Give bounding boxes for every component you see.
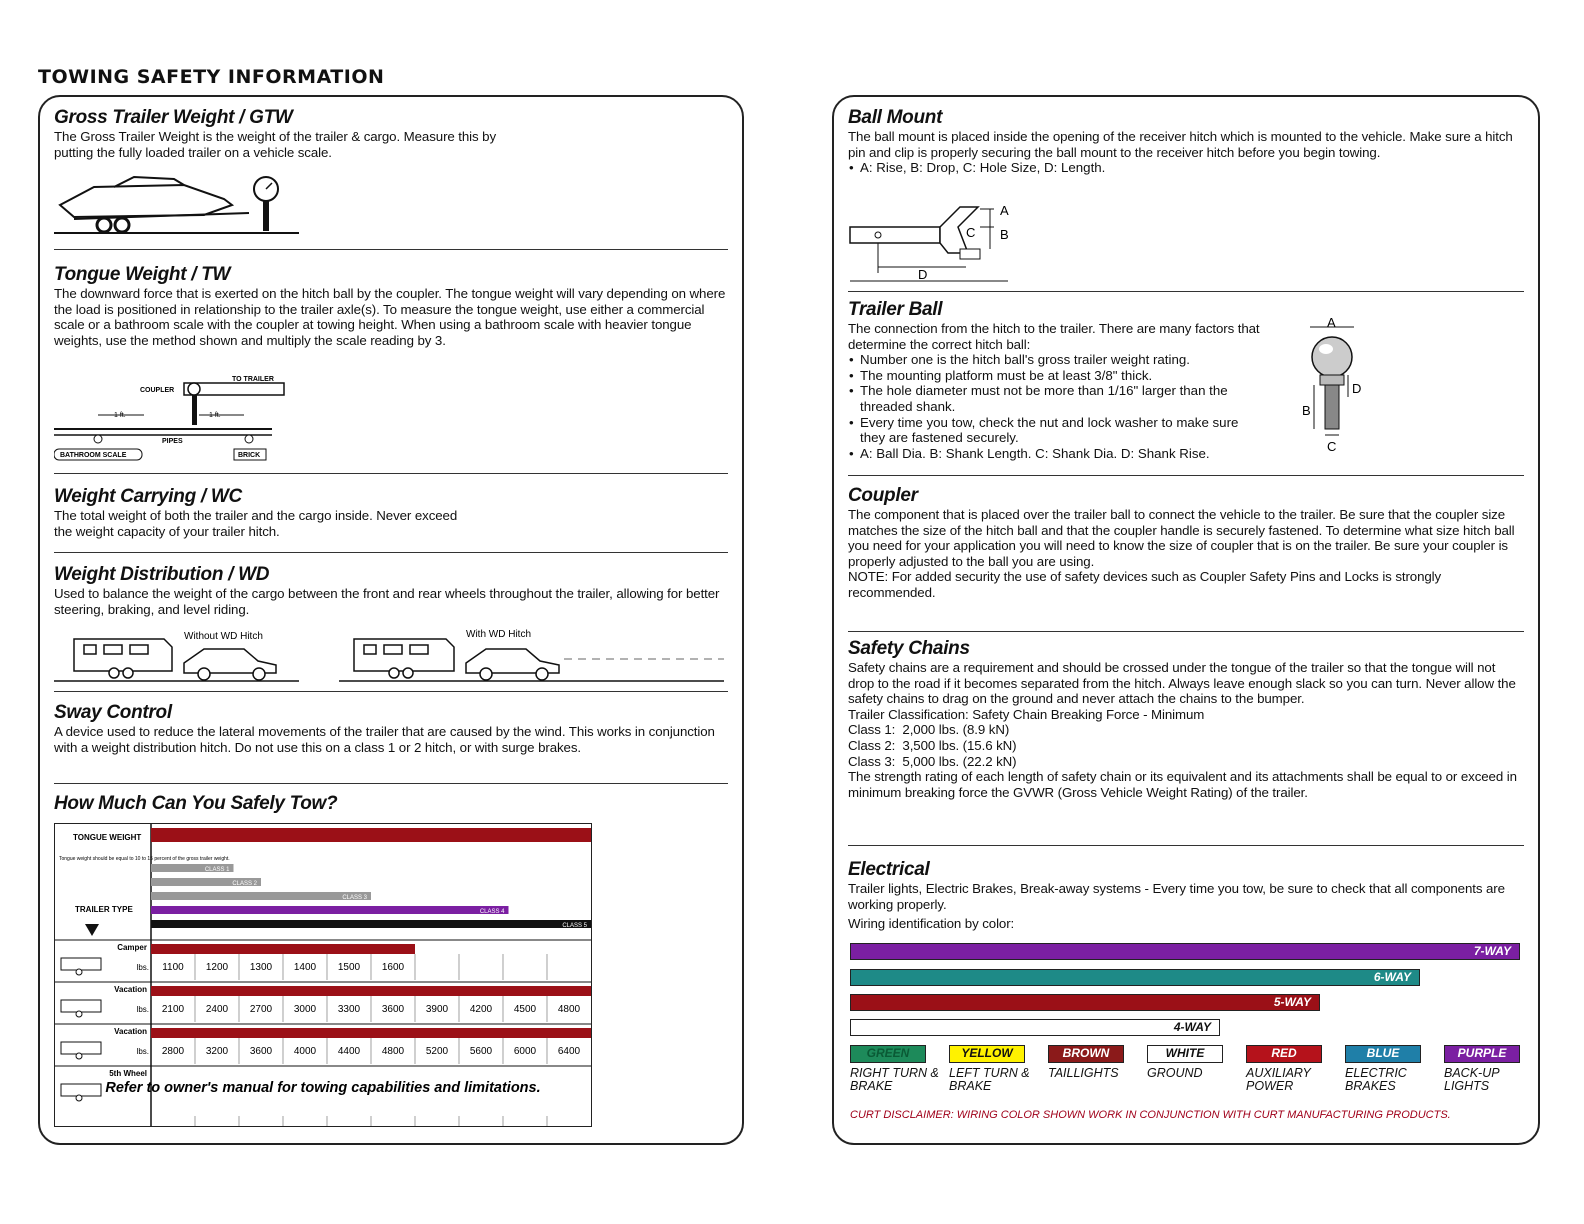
tw-scale-label: BATHROOM SCALE <box>60 452 127 459</box>
tongue-weight-label: TONGUE WEIGHT <box>73 833 142 842</box>
wc-body: The total weight of both the trailer and the cargo inside. Never exceed the weight capacity of your trailer hitch. <box>54 508 458 539</box>
coupler-section <box>848 485 1524 601</box>
gtw-value: 1400 <box>293 962 317 973</box>
wire-swatch-blue: BLUE <box>1345 1045 1421 1063</box>
wire-swatch-purple: PURPLE <box>1444 1045 1520 1063</box>
tw-body: The downward force that is exerted on the hitch ball by the coupler. The tongue weight will vary depending on where the load is positioned in relationship to the trailer axle(s). To measure the tongue weight, use either a commercial scale or a bathroom scale with the coupler at towing height. When using a bathroom scale with heavier tongue weights, use the method shown and multiply the scale reading by 3. <box>54 286 726 348</box>
unit-label: lbs. <box>136 963 149 972</box>
sway-section <box>54 702 728 755</box>
right-panel <box>832 95 1540 1145</box>
wd-illustration <box>54 627 734 685</box>
gtw-title: Gross Trailer Weight / GTW <box>54 107 293 128</box>
trailer-ball-bullet: • Every time you tow, check the nut and lock washer to make sure they are fastened securely. <box>860 415 1260 446</box>
gtw-value: 2400 <box>205 1004 229 1015</box>
trailer-ball-label-c: C <box>1327 439 1337 454</box>
class-bar <box>151 920 591 928</box>
wire-swatch-green: GREEN <box>850 1045 926 1063</box>
sway-title: Sway Control <box>54 702 172 723</box>
ball-mount-diagram <box>848 201 1038 283</box>
wd-body: Used to balance the weight of the cargo between the front and rear wheels throughout the trailer, allowing for better steering, braking, and level riding. <box>54 586 720 617</box>
page-title: TOWING SAFETY INFORMATION <box>38 66 385 88</box>
class-bar-label: CLASS 2 <box>232 881 257 887</box>
ball-mount-title: Ball Mount <box>848 107 943 128</box>
wire-function-red: AUXILIARY POWER <box>1246 1066 1311 1093</box>
gtw-illustration <box>54 175 304 237</box>
wire-bar-6-way: 6-WAY <box>850 969 1420 986</box>
gtw-value: 5200 <box>425 1046 449 1057</box>
wire-bar-7-way: 7-WAY <box>850 943 1520 960</box>
trailer-icon <box>61 1042 101 1054</box>
electrical-section <box>848 859 1524 932</box>
tw-to-trailer-label: TO TRAILER <box>232 376 274 383</box>
trailer-ball-label-b: B <box>1302 403 1311 418</box>
chain-class-3: Class 3: 5,000 lbs. (22.2 kN) <box>848 753 1017 769</box>
tw-ft2-label: 1 ft. <box>209 412 221 419</box>
gtw-value: 3300 <box>337 1004 361 1015</box>
ball-mount-body: The ball mount is placed inside the opening of the receiver hitch which is mounted to the vehicle. Make sure a hitch pin and clip is properly securing the ball mount to the receiver hitch before you begin towing. <box>848 129 1513 160</box>
chain-class-2: Class 2: 3,500 lbs. (15.6 kN) <box>848 737 1017 753</box>
electrical-title: Electrical <box>848 859 930 880</box>
trailer-type-name: 5th Wheel <box>109 1069 147 1078</box>
gtw-value: 5600 <box>469 1046 493 1057</box>
tongue-weight-note: Tongue weight should be equal to 10 to 15 percent of the gross trailer weight. <box>59 856 230 862</box>
wc-section <box>54 486 728 539</box>
gtw-value: 1200 <box>205 962 229 973</box>
wire-bar-5-way: 5-WAY <box>850 994 1320 1011</box>
tw-coupler-label: COUPLER <box>140 387 175 394</box>
gtw-value: 2100 <box>161 1004 185 1015</box>
ball-mount-bullet: • A: Rise, B: Drop, C: Hole Size, D: Length. <box>860 160 1524 176</box>
gtw-value: 4200 <box>469 1004 493 1015</box>
class-bar-label: CLASS 4 <box>479 909 505 915</box>
gtw-value: 1300 <box>249 962 273 973</box>
tongue-weight-band <box>151 828 591 842</box>
wiring-label: Wiring identification by color: <box>848 916 1015 932</box>
trailer-ball-bullet: • A: Ball Dia. B: Shank Length. C: Shank Dia. D: Shank Rise. <box>860 446 1290 462</box>
trailer-ball-title: Trailer Ball <box>848 299 943 320</box>
trailer-icon-wheel <box>76 1011 82 1017</box>
tw-diagram <box>54 373 314 465</box>
chain-class-1: Class 1: 2,000 lbs. (8.9 kN) <box>848 722 1010 738</box>
wire-function-brown: TAILLIGHTS <box>1048 1066 1119 1080</box>
gtw-value: 4400 <box>337 1046 361 1057</box>
sway-body: A device used to reduce the lateral movements of the trailer that are caused by the wind. This works in conjunction with a weight distribution hitch. Do not use this on a class 1 or 2 hitch, or with surge brakes. <box>54 724 715 755</box>
coupler-body: The component that is placed over the trailer ball to connect the vehicle to the trailer. Be sure that the coupler size matches the size of the hitch ball and that the coupler handle is securely fastened. To determine what size hitch ball you need for your application you will need to know the size of coupler that is on the trailer. Be sure your coupler is properly adjusted to the ball you are using. <box>848 507 1515 569</box>
trailer-ball-bullet: • Number one is the hitch ball's gross trailer weight rating. <box>860 352 1290 368</box>
rv-trailer-without-wd <box>74 639 276 680</box>
gtw-value: 1600 <box>381 962 405 973</box>
trailer-wheel <box>97 218 111 232</box>
trailer-type-name: Vacation <box>114 1027 147 1036</box>
gtw-value: 4000 <box>293 1046 317 1057</box>
trailer-icon-wheel <box>76 1053 82 1059</box>
wire-swatch-yellow: YELLOW <box>949 1045 1025 1063</box>
trailer-icon <box>61 1000 101 1012</box>
tow-title: How Much Can You Safely Tow? <box>54 793 338 814</box>
electrical-body: Trailer lights, Electric Brakes, Break-away systems - Every time you tow, be sure to check that all components are working properly. <box>848 881 1505 912</box>
curt-disclaimer: CURT DISCLAIMER: WIRING COLOR SHOWN WORK IN CONJUNCTION WITH CURT MANUFACTURING PRODUCTS. <box>850 1109 1451 1121</box>
gtw-value: 3000 <box>293 1004 317 1015</box>
chain-footer: The strength rating of each length of safety chain or its equivalent and its attachments shall be equal to or exceed in minimum breaking force the GVWR (Gross Vehicle Weight Rating) of the trailer. <box>848 769 1517 800</box>
trailer-type-label: TRAILER TYPE <box>75 905 133 914</box>
unit-label: lbs. <box>136 1047 149 1056</box>
tw-pipes-label: PIPES <box>162 438 183 445</box>
trailer-ball-section <box>848 299 1524 461</box>
unit-label: lbs. <box>136 1005 149 1014</box>
wire-function-yellow: LEFT TURN & BRAKE <box>949 1066 1030 1093</box>
gtw-value: 1500 <box>337 962 361 973</box>
class-bar <box>151 892 371 900</box>
safety-chains-section <box>848 638 1524 800</box>
class-bar-label: CLASS 5 <box>562 923 587 929</box>
trailer-ball-bullet: • The mounting platform must be at least 3/8" thick. <box>860 368 1290 384</box>
wire-function-purple: BACK-UP LIGHTS <box>1444 1066 1500 1093</box>
tow-capacity-table <box>54 823 592 1127</box>
wc-title: Weight Carrying / WC <box>54 486 242 507</box>
tongue-band <box>151 944 415 954</box>
tongue-band <box>151 986 591 996</box>
ball-mount-label-a: A <box>1000 203 1009 218</box>
boat-hull <box>60 185 232 217</box>
left-panel <box>38 95 744 1145</box>
coupler-note: NOTE: For added security the use of safety devices such as Coupler Safety Pins and Locks is strongly recommended. <box>848 569 1442 600</box>
trailer-icon-wheel <box>76 969 82 975</box>
safety-chains-title: Safety Chains <box>848 638 970 659</box>
gtw-value: 4800 <box>381 1046 405 1057</box>
class-bar <box>151 906 509 914</box>
trailer-type-name: Vacation <box>114 985 147 994</box>
trailer-icon-wheel <box>76 1095 82 1101</box>
gtw-section <box>54 107 728 160</box>
trailer-ball-diagram <box>1298 317 1368 463</box>
safety-chains-body: Safety chains are a requirement and should be crossed under the tongue of the trailer so that the tongue will not drop to the road if it becomes separated from the hitch. Always leave enough slack so you can turn. Never allow the safety chains to drag on the ground and never attach the chains to the bumper. <box>848 660 1516 707</box>
gtw-value: 3900 <box>425 1004 449 1015</box>
gtw-value: 3600 <box>381 1004 405 1015</box>
trailer-type-name: Camper <box>117 943 147 952</box>
tow-section <box>54 793 728 815</box>
trailer-icon <box>61 1084 101 1096</box>
tow-capacity-graphic <box>55 824 591 1126</box>
trailer-ball-bullet: • The hole diameter must not be more than 1/16" larger than the threaded shank. <box>860 383 1260 414</box>
wd-section <box>54 564 728 617</box>
wire-swatch-red: RED <box>1246 1045 1322 1063</box>
gtw-value: 3600 <box>249 1046 273 1057</box>
ball-mount-label-d: D <box>918 267 928 282</box>
down-arrow-icon <box>85 924 99 936</box>
trailer-ball-label-d: D <box>1352 381 1362 396</box>
refer-note: Refer to owner's manual for towing capabilities and limitations. <box>105 1080 541 1096</box>
tongue-band <box>151 1028 591 1038</box>
chain-classification: Trailer Classification: Safety Chain Breaking Force - Minimum <box>848 706 1205 722</box>
ball-mount-section <box>848 107 1524 176</box>
tw-ft1-label: 1 ft. <box>114 412 126 419</box>
gtw-value: 2700 <box>249 1004 273 1015</box>
wire-swatch-white: WHITE <box>1147 1045 1223 1063</box>
tw-title: Tongue Weight / TW <box>54 264 231 285</box>
trailer-ball-body: The connection from the hitch to the trailer. There are many factors that determine the correct hitch ball: <box>848 321 1260 352</box>
gtw-value: 4800 <box>557 1004 581 1015</box>
class-bar-label: CLASS 3 <box>342 895 367 901</box>
wire-function-white: GROUND <box>1147 1066 1203 1080</box>
gtw-value: 2800 <box>161 1046 185 1057</box>
trailer-ball-label-a: A <box>1327 317 1336 330</box>
gtw-value: 6400 <box>557 1046 581 1057</box>
wire-function-green: RIGHT TURN & BRAKE <box>850 1066 939 1093</box>
wd-title: Weight Distribution / WD <box>54 564 270 585</box>
trailer-wheel <box>115 218 129 232</box>
wd-without-label: Without WD Hitch <box>184 631 263 642</box>
ball-mount-label-b: B <box>1000 227 1009 242</box>
wire-function-blue: ELECTRIC BRAKES <box>1345 1066 1407 1093</box>
tw-brick-label: BRICK <box>238 452 261 459</box>
ball-mount-label-c: C <box>966 225 976 240</box>
class-bar-label: CLASS 1 <box>204 867 230 873</box>
wire-bar-4-way: 4-WAY <box>850 1019 1220 1036</box>
coupler-title: Coupler <box>848 485 918 506</box>
gtw-value: 1100 <box>162 962 184 973</box>
wire-swatch-brown: BROWN <box>1048 1045 1124 1063</box>
gtw-body: The Gross Trailer Weight is the weight of the trailer & cargo. Measure this by putting the fully loaded trailer on a vehicle scale. <box>54 129 497 160</box>
wd-with-label: With WD Hitch <box>466 629 531 640</box>
rv-trailer-with-wd <box>354 639 559 680</box>
tw-section <box>54 264 728 348</box>
gtw-value: 4500 <box>513 1004 537 1015</box>
gtw-value: 6000 <box>513 1046 537 1057</box>
gtw-value: 3200 <box>205 1046 229 1057</box>
trailer-icon <box>61 958 101 970</box>
